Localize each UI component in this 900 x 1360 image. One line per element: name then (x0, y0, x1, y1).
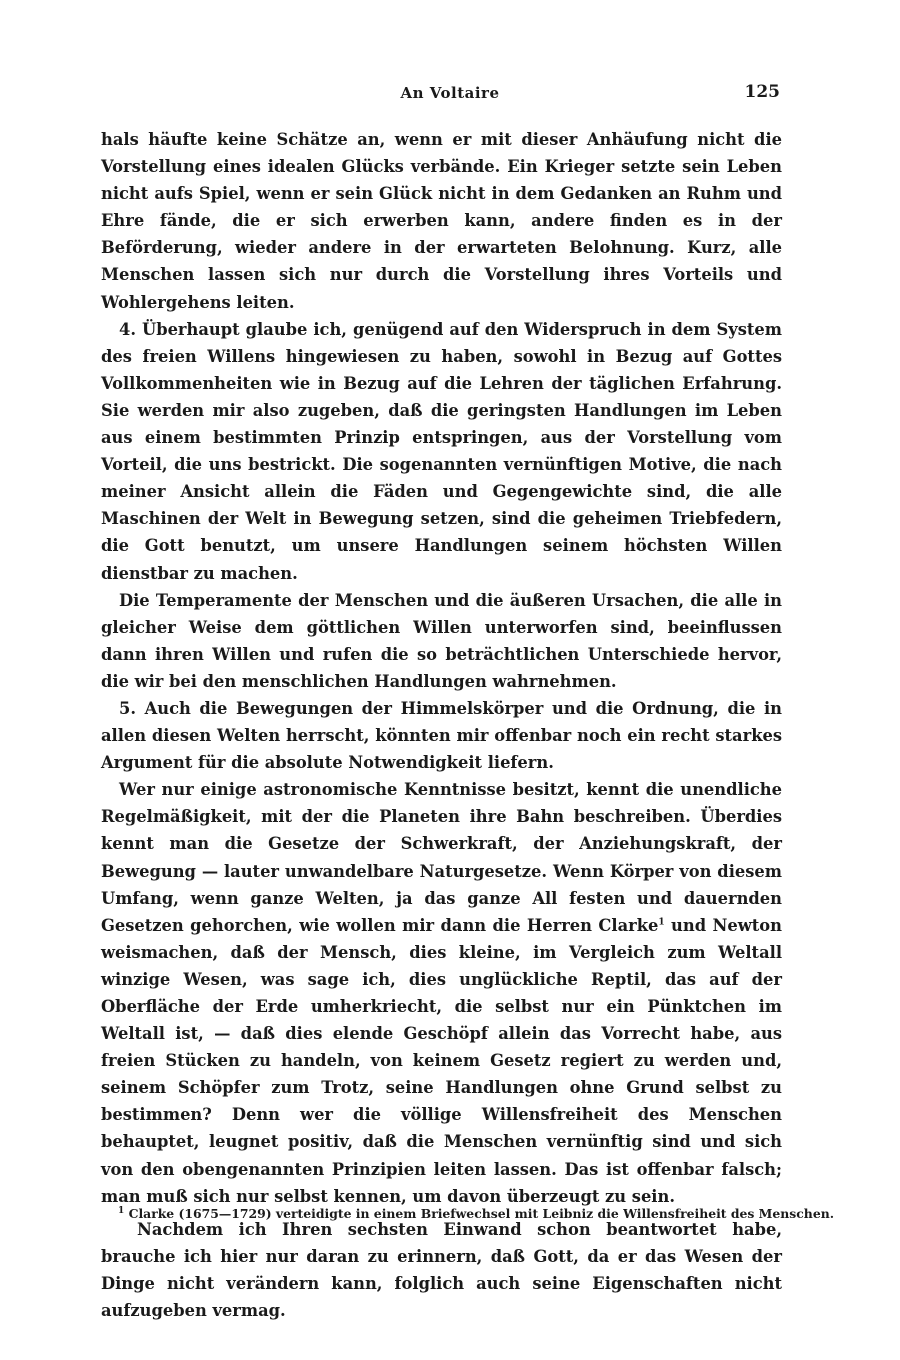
paragraph-1: hals häufte keine Schätze an, wenn er mit dieser Anhäufung nicht die Vorstellung eines idealen Glücks verbände. Ein Krieger setzte sein Leben nicht aufs Spiel, wenn er sein Glück nicht in dem Gedanken an Ruhm und Ehre fände, die er sich erwerben kann, andere finden es in der Beförderung, wieder andere in der erwarteten Belohnung. Kurz, alle Menschen lassen sich nur durch die Vorstellung ihres Vorteils und Wohlergehens leiten. (101, 130, 782, 312)
footnote-reference: 1 (658, 917, 665, 928)
paragraph-3: Die Temperamente der Menschen und die äußeren Ursachen, die alle in gleicher Weise dem göttlichen Willen unterworfen sind, beeinflussen dann ihren Willen und rufen die so beträchtlichen Unterschiede hervor, die wir bei den menschlichen Handlungen wahrnehmen. (101, 590, 782, 691)
running-title: An Voltaire (400, 84, 500, 102)
page-number: 125 (744, 82, 780, 102)
paragraph-2: 4. Überhaupt glaube ich, genügend auf den Widerspruch in dem System des freien Willens hingewiesen zu haben, sowohl in Bezug auf Gottes Vollkommenheiten wie in Bezug auf die Lehren der täglichen Erfahrung. Sie werden mir also zugeben, daß die geringsten Handlungen im Leben aus einem bestimmten Prinzip entspringen, aus der Vorstellung vom Vorteil, die uns bestrickt. Die sogenannten vernünftigen Motive, die nach meiner Ansicht allein die Fäden und Gegengewichte sind, die alle Maschinen der Welt in Bewegung setzen, sind die geheimen Triebfedern, die Gott benutzt, um unsere Handlungen seinem höchsten Willen dienstbar zu machen. (101, 319, 782, 583)
footnote (118, 1205, 835, 1221)
paragraph-5-continued: und Newton weismachen, daß der Mensch, dies kleine, im Vergleich zum Weltall winzige Wesen, was sage ich, dies unglückliche Reptil, das auf der Oberfläche der Erde umherkriecht, die selbst nur ein Pünktchen im Weltall ist, — daß dies elende Geschöpf allein das Vorrecht habe, aus freien Stücken zu handeln, von keinem Gesetz regiert zu werden und, seinem Schöpfer zum Trotz, seine Handlungen ohne Grund selbst zu bestimmen? Denn wer die völlige Willensfreiheit des Menschen behauptet, leugnet positiv, daß die Menschen vernünftig sind und sich von den obengenannten Prinzipien leiten lassen. Das ist offenbar falsch; man muß sich nur selbst kennen, um davon überzeugt zu sein. (101, 915, 782, 1206)
paragraph-6: Nachdem ich Ihren sechsten Einwand schon beantwortet habe, brauche ich hier nur daran zu erinnern, daß Gott, da er das Wesen der Dinge nicht verändern kann, folglich auch seine Eigenschaften nicht aufzugeben vermag. (101, 1219, 782, 1321)
body-text (101, 126, 782, 1324)
paragraph-4: 5. Auch die Bewegungen der Himmelskörper und die Ordnung, die in allen diesen Welten herrscht, könnten mir offenbar noch ein recht starkes Argument für die absolute Notwendigkeit liefern. (101, 698, 782, 773)
footnote-text: Clarke (1675—1729) verteidigte in einem Briefwechsel mit Leibniz die Willensfreiheit des Menschen. (128, 1206, 835, 1221)
paragraph-5 (101, 776, 782, 1210)
footnote-marker: 1 (118, 1205, 125, 1216)
paragraph-5-text: Wer nur einige astronomische Kenntnisse besitzt, kennt die unendliche Regelmäßigkeit, mit der die Planeten ihre Bahn beschreiben. Überdies kennt man die Gesetze der Schwerkraft, der Anziehungskraft, der Bewegung — lauter unwandelbare Naturgesetze. Wenn Körper von diesem Umfang, wenn ganze Welten, ja das ganze All festen und dauernden Gesetzen gehorchen, wie wollen mir dann die Herren Clarke (101, 780, 782, 935)
